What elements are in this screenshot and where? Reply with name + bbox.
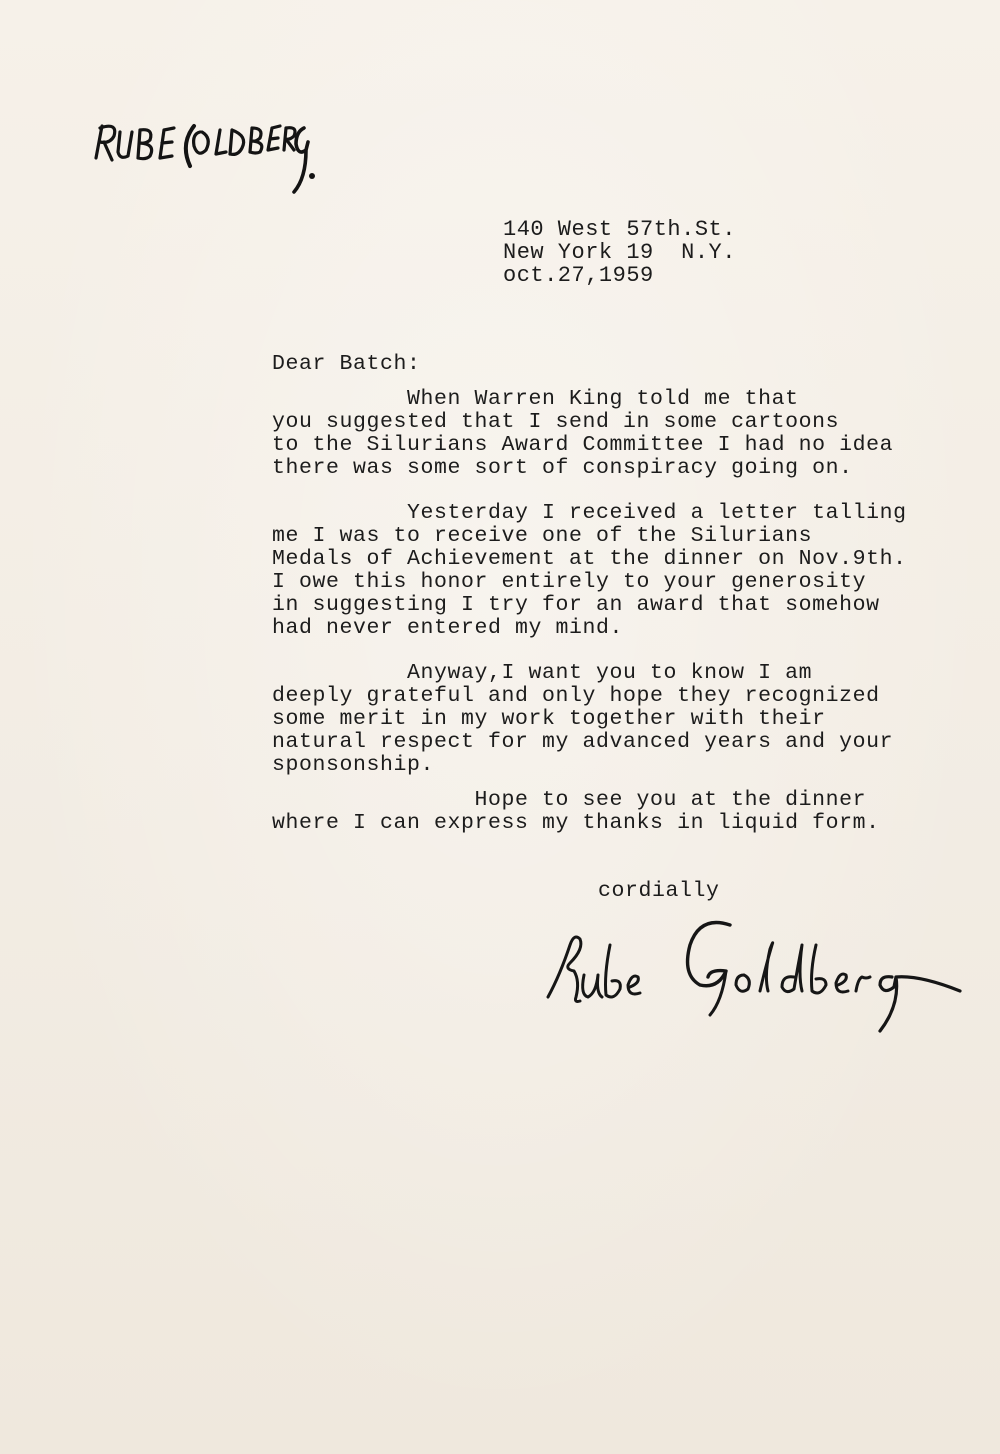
paragraph-line: Anyway,I want you to know I am [272,661,813,685]
salutation: Dear Batch: [272,352,421,376]
paragraph-line: me I was to receive one of the Silurians [272,524,813,548]
handwritten-signature [540,905,970,1045]
letter-date: oct.27,1959 [503,263,654,288]
paragraph-line: sponsonship. [272,753,435,777]
paragraph-line: had never entered my mind. [272,616,624,640]
paragraph-line: you suggested that I send in some cartoons [272,410,840,434]
paragraph-line: When Warren King told me that [272,387,799,411]
paragraph-line: deeply grateful and only hope they recognized [272,684,880,708]
paragraph-4 [272,789,907,835]
paragraph-line: I owe this honor entirely to your generosity [272,570,867,594]
paragraph-line: to the Silurians Award Committee I had no idea [272,433,894,457]
paragraph-line: there was some sort of conspiracy going on. [272,456,853,480]
letterhead-logo [90,88,330,208]
paragraph-line: Hope to see you at the dinner [272,788,867,812]
return-address [503,218,736,287]
paragraph-line: some merit in my work together with their [272,707,826,731]
paragraph-line: Yesterday I received a letter talling [272,501,907,525]
paragraph-line: where I can express my thanks in liquid form. [272,811,880,835]
letter-body [272,353,907,835]
paragraph-1 [272,388,907,480]
address-city: New York 19 N.Y. [503,240,736,265]
paragraph-2 [272,502,907,640]
address-street: 140 West 57th.St. [503,217,736,242]
paragraph-line: Medals of Achievement at the dinner on Nov.9th. [272,547,907,571]
paragraph-3 [272,662,907,777]
paragraph-line: natural respect for my advanced years and your [272,730,894,754]
paragraph-line: in suggesting I try for an award that somehow [272,593,880,617]
closing: cordially [598,879,720,903]
